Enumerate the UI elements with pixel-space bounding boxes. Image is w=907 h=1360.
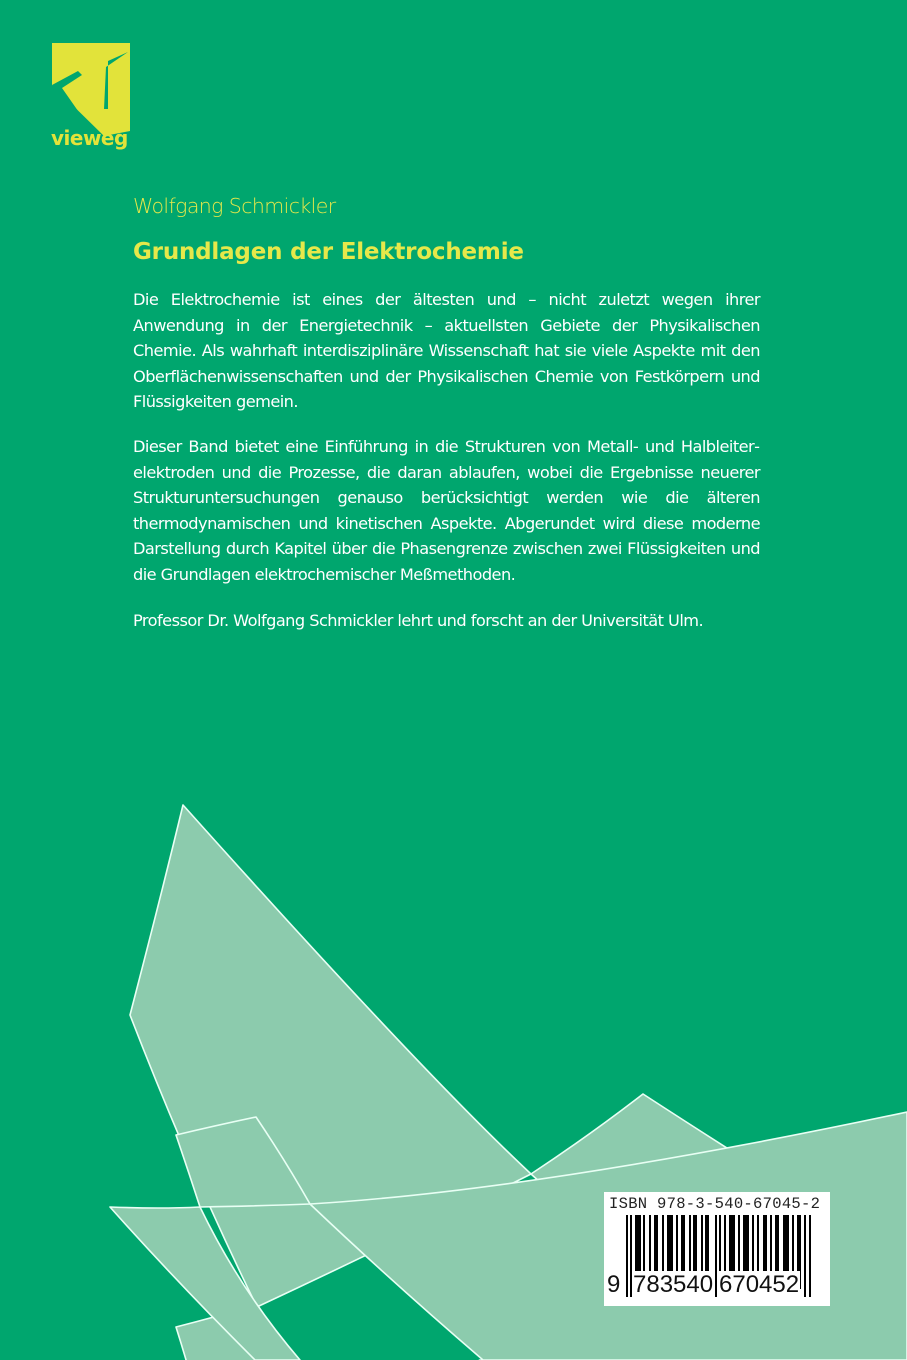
isbn-barcode-box xyxy=(604,1192,830,1306)
description-paragraph-2: Dieser Band bietet eine Einführung in die Strukturen von Metall- und Halbleiterelektroden und die Prozesse, die daran ablaufen, wobei die Ergebnisse neuerer Strukturuntersuchungen genauso berücksichtigt werden wie die älteren thermodynamischen und kinetischen Aspekte. Abgerundet wird diese moderne Darstellung durch Kapitel über die Phasengrenze zwischen zwei Flüssigkeiten und die Grundlagen elektrochemischer Meßmethoden. xyxy=(133,437,760,584)
ean-first-digit: 9 xyxy=(607,1271,621,1298)
publisher-logo-text: vieweg xyxy=(51,126,128,150)
ean-right-digits: 670452 xyxy=(719,1271,800,1298)
isbn-number: ISBN 978-3-540-67045-2 xyxy=(609,1195,821,1213)
author-bio: Professor Dr. Wolfgang Schmickler lehrt und forscht an der Universität Ulm. xyxy=(133,611,704,630)
ean-left-digits: 783540 xyxy=(633,1271,714,1298)
book-title: Grundlagen der Elektrochemie xyxy=(133,239,524,265)
description-paragraph-1: Die Elektrochemie ist eines der ältesten und – nicht zuletzt wegen ihrer Anwendung in der Energietechnik – aktuellsten Gebiete der Physikalischen Chemie. Als wahrhaft interdisziplinäre Wissenschaft hat sie viele Aspekte mit den Oberflächenwissenschaften und der Physikalischen Chemie von Festkörpern und Flüssigkeiten gemein. xyxy=(133,290,760,412)
author-name: Wolfgang Schmickler xyxy=(133,194,336,218)
